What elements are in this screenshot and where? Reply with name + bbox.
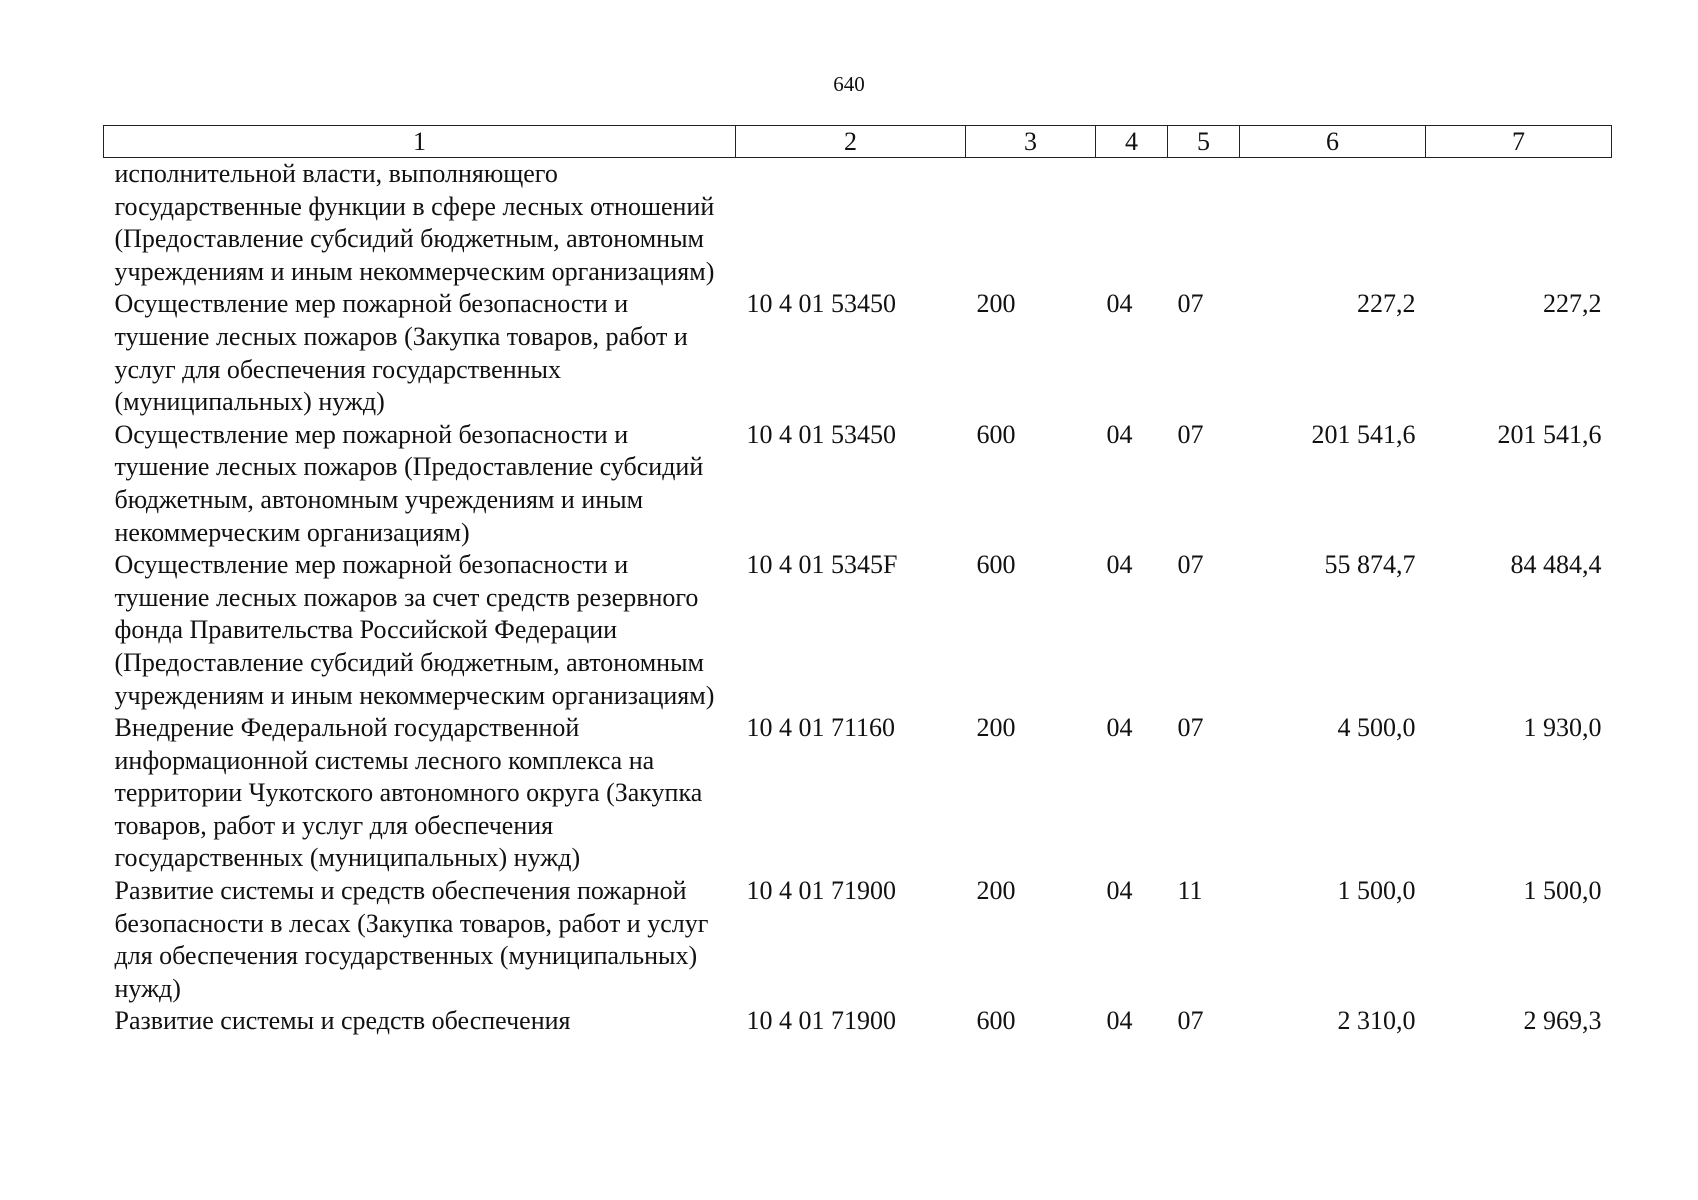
- column-header-5: 5: [1168, 126, 1240, 158]
- subsection-code: 07: [1177, 419, 1204, 449]
- column-header-4: 4: [1096, 126, 1168, 158]
- amount-year-2: 84 484,4: [1510, 550, 1602, 580]
- amount-year-2: 1 500,0: [1523, 876, 1602, 906]
- expense-type: 600: [976, 419, 1016, 449]
- column-header-7: 7: [1426, 126, 1612, 158]
- expense-type: [966, 158, 1096, 289]
- table-row: [104, 549, 1612, 712]
- column-header-3: 3: [966, 126, 1096, 158]
- expense-type: 200: [976, 876, 1016, 906]
- amount-year-2: [1426, 158, 1612, 289]
- section-code: 04: [1106, 876, 1133, 906]
- item-name: Осуществление мер пожарной безопасности и тушение лесных пожаров (Закупка товаров, работ и услуг для обеспечения государственных (муниципальных) нужд): [114, 289, 688, 417]
- budget-table: [103, 125, 1612, 1038]
- amount-year-1: 201 541,6: [1311, 419, 1416, 449]
- target-code: 10 4 01 53450: [746, 419, 896, 449]
- amount-year-2: 201 541,6: [1497, 419, 1602, 449]
- item-name: Внедрение Федеральной государственной информационной системы лесного комплекса на территории Чукотского автономного округа (Закупка товаров, работ и услуг для обеспечения государственных (муниципальных) нужд): [114, 713, 703, 873]
- expense-type: 600: [976, 550, 1016, 580]
- subsection-code: 07: [1177, 550, 1204, 580]
- subsection-code: 07: [1177, 713, 1204, 743]
- item-name: Развитие системы и средств обеспечения: [114, 1006, 571, 1036]
- target-code: [736, 158, 966, 289]
- target-code: 10 4 01 71900: [746, 1006, 896, 1036]
- amount-year-1: 227,2: [1357, 289, 1416, 319]
- column-header-1: 1: [104, 126, 736, 158]
- subsection-code: 11: [1177, 876, 1203, 906]
- section-code: 04: [1106, 289, 1133, 319]
- amount-year-2: 1 930,0: [1523, 713, 1602, 743]
- target-code: 10 4 01 53450: [746, 289, 896, 319]
- section-code: 04: [1106, 550, 1133, 580]
- header-row: [104, 126, 1612, 158]
- table-row: [104, 712, 1612, 875]
- table-row: [104, 158, 1612, 289]
- table-row: [104, 419, 1612, 549]
- page-number: 640: [833, 72, 865, 96]
- table-row: [104, 1005, 1612, 1038]
- table-body: [104, 158, 1612, 1039]
- table-row: [104, 875, 1612, 1005]
- subsection-code: [1168, 158, 1240, 289]
- amount-year-2: 227,2: [1543, 289, 1602, 319]
- column-header-6: 6: [1240, 126, 1426, 158]
- amount-year-1: 4 500,0: [1337, 713, 1416, 743]
- section-code: 04: [1106, 713, 1133, 743]
- section-code: 04: [1106, 419, 1133, 449]
- item-name: исполнительной власти, выполняющего государственные функции в сфере лесных отношений (Предоставление субсидий бюджетным, автономным учреждениям и иным некоммерческим организациям): [114, 159, 715, 286]
- item-name: Осуществление мер пожарной безопасности и тушение лесных пожаров за счет средств резервного фонда Правительства Российской Федерации (Предоставление субсидий бюджетным, автономным учреждениям и иным некоммерческим организациям): [114, 550, 715, 710]
- item-name: Осуществление мер пожарной безопасности и тушение лесных пожаров (Предоставление субсидий бюджетным, автономным учреждениям и иным некоммерческим организациям): [114, 419, 704, 547]
- table-row: [104, 288, 1612, 418]
- column-header-2: 2: [736, 126, 966, 158]
- amount-year-1: [1240, 158, 1426, 289]
- section-code: [1096, 158, 1168, 289]
- amount-year-2: 2 969,3: [1523, 1006, 1602, 1036]
- subsection-code: 07: [1177, 1006, 1204, 1036]
- expense-type: 200: [976, 289, 1016, 319]
- amount-year-1: 2 310,0: [1337, 1006, 1416, 1036]
- target-code: 10 4 01 71160: [746, 713, 896, 743]
- expense-type: 200: [976, 713, 1016, 743]
- target-code: 10 4 01 71900: [746, 876, 896, 906]
- table-header: [104, 126, 1612, 158]
- expense-type: 600: [976, 1006, 1016, 1036]
- amount-year-1: 1 500,0: [1337, 876, 1416, 906]
- target-code: 10 4 01 5345F: [746, 550, 898, 580]
- subsection-code: 07: [1177, 289, 1204, 319]
- item-name: Развитие системы и средств обеспечения пожарной безопасности в лесах (Закупка товаров, работ и услуг для обеспечения государственных (муниципальных) нужд): [114, 876, 709, 1003]
- amount-year-1: 55 874,7: [1324, 550, 1416, 580]
- section-code: 04: [1106, 1006, 1133, 1036]
